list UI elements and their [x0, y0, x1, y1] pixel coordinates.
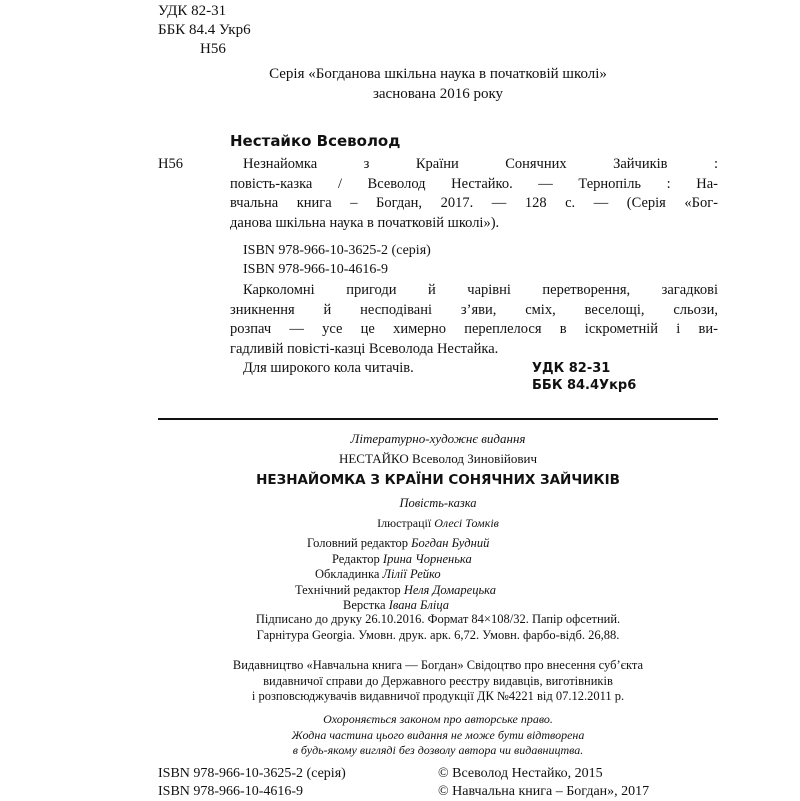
- print-info-line: Гарнітура Georgia. Умовн. друк. арк. 6,72. Умовн. фарбо-відб. 26,88.: [256, 627, 620, 642]
- genre: Повість-казка: [399, 496, 477, 510]
- book-title: НЕЗНАЙОМКА З КРАЇНИ СОНЯЧНИХ ЗАЙЧИКІВ: [256, 472, 620, 488]
- credit-line: Верстка Івана Бліца: [343, 598, 449, 612]
- publisher-line: і розповсюджувачів видавничої продукції ДК №4221 від 07.12.2011 р.: [251, 689, 625, 703]
- copyright-author: © Всеволод Нестайко, 2015: [438, 766, 603, 781]
- description-line: повість-казка / Всеволод Нестайко. — Тернопіль : На-: [230, 175, 718, 192]
- credits: [158, 536, 718, 614]
- series-founded: заснована 2016 року: [372, 86, 504, 102]
- footer-copyrights: [438, 765, 649, 801]
- card-annotation: [230, 281, 718, 379]
- series-statement: [158, 64, 718, 104]
- audience-note: Для широкого кола читачів.: [243, 360, 414, 376]
- description-line: Незнайомка з Країни Сонячних Зайчиків :: [243, 156, 718, 172]
- footer-isbn-book: ISBN 978-966-10-4616-9: [158, 784, 304, 799]
- footer-isbn-series: ISBN 978-966-10-3625-2 (серія): [158, 766, 346, 781]
- copyright-notice-line: в будь-якому вигляді без дозволу автора чи видавництва.: [292, 743, 584, 757]
- illustrations-label: Ілюстрації: [377, 516, 432, 530]
- card-bbk: ББК 84.4Укр6: [532, 378, 637, 393]
- bbk-code: ББК 84.4 Укр6: [158, 22, 251, 38]
- print-info: [158, 612, 718, 643]
- card-code: Н56: [158, 156, 183, 172]
- card-udk-box: [532, 360, 636, 394]
- description-line: вчальна книга – Богдан, 2017. — 128 с. — (Серія «Бог-: [230, 195, 718, 211]
- author-full-name: НЕСТАЙКО Всеволод Зиновійович: [338, 451, 538, 466]
- annotation-line: зникнення й несподівані з’яви, сміх, веселощі, сльози,: [230, 301, 718, 318]
- series-title: Серія «Богданова шкільна наука в початковій школі»: [269, 66, 607, 82]
- description-line: данова шкільна наука в початковій школі»).: [230, 214, 500, 231]
- illustrations-credit: [158, 516, 718, 532]
- credit-line: Головний редактор Богдан Будний: [307, 536, 490, 550]
- annotation-line: розпач — усе це химерно переплелося в іскрометній і ви-: [230, 321, 718, 337]
- udk-code: УДК 82-31: [158, 3, 227, 19]
- publisher-line: Видавництво «Навчальна книга — Богдан» Свідоцтво про внесення суб’єкта: [232, 658, 644, 672]
- card-description: [230, 155, 718, 233]
- section-divider: [158, 418, 718, 420]
- card-isbn: [243, 241, 431, 279]
- annotation-line: гадливій повісті-казці Всеволода Нестайка.: [230, 340, 499, 357]
- edition-type: Літературно-художнє видання: [350, 431, 526, 446]
- copyright-publisher: © Навчальна книга – Богдан», 2017: [438, 784, 650, 799]
- credit-line: Обкладинка Лілії Рейко: [315, 567, 441, 581]
- card-udk: УДК 82-31: [532, 361, 611, 376]
- copyright-notice-line: Жодна частина цього видання не може бути відтворена: [291, 727, 585, 742]
- author-sign: Н56: [200, 41, 226, 57]
- publisher-line: видавничої справи до Державного реєстру видавців, виготівників: [263, 673, 613, 688]
- illustrations-name: Олесі Томків: [434, 516, 499, 530]
- card-author: Нестайко Всеволод: [230, 132, 401, 150]
- annotation-line: Карколомні пригоди й чарівні перетворення, загадкові: [243, 282, 718, 298]
- print-info-line: Підписано до друку 26.10.2016. Формат 84×108/32. Папір офсетний.: [255, 612, 621, 626]
- top-codes: [158, 2, 251, 59]
- copyright-notice-line: Охороняється законом про авторське право.: [323, 712, 553, 726]
- copyright-notice: [158, 712, 718, 759]
- isbn-series: ISBN 978-966-10-3625-2 (серія): [243, 243, 431, 258]
- isbn-book: ISBN 978-966-10-4616-9: [243, 262, 389, 277]
- credit-line: Технічний редактор Неля Домарецька: [295, 582, 496, 597]
- footer-isbn: [158, 765, 346, 801]
- publisher-info: [158, 658, 718, 705]
- credit-line: Редактор Ірина Чорненька: [332, 551, 472, 566]
